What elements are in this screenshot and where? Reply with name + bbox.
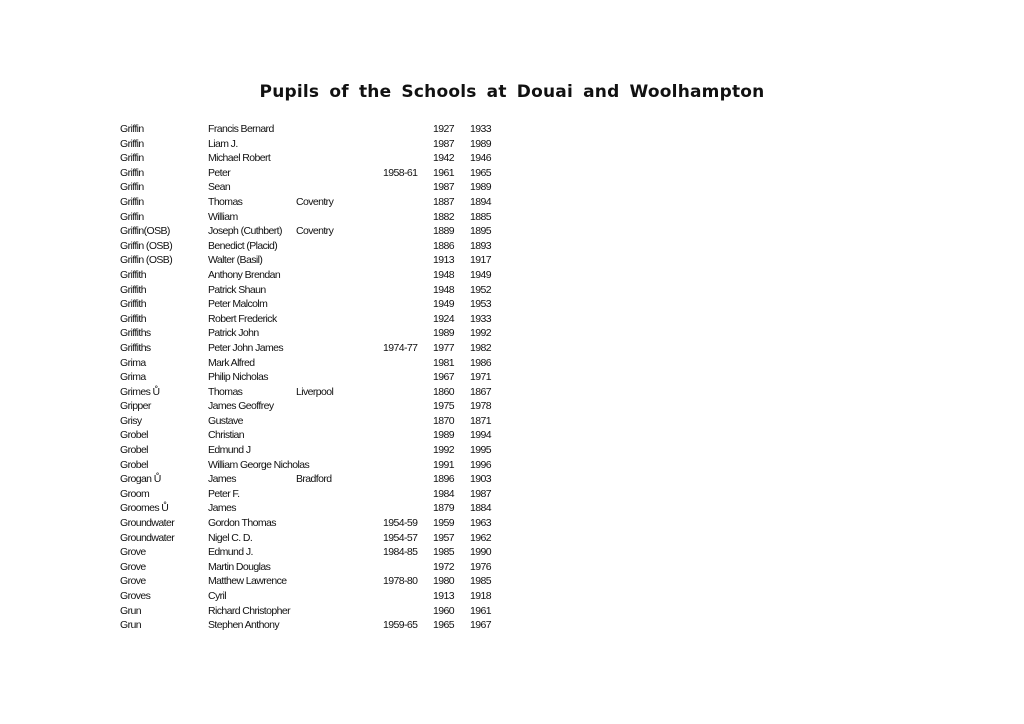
pupil-row [0,428,1024,443]
pupil-entry-year: 1991 [433,458,454,471]
pupil-hometown: Coventry [296,195,334,208]
pupil-row [0,239,1024,254]
pupil-row [0,224,1024,239]
pupil-entry-year: 1924 [433,312,454,325]
pupil-entry-year: 1957 [433,531,454,544]
pupil-leaving-year: 1867 [470,385,491,398]
pupil-entry-year: 1981 [433,356,454,369]
pupil-row [0,166,1024,181]
pupil-entry-year: 1965 [433,619,454,632]
pupil-forenames: Cyril [208,590,226,602]
pupil-leaving-year: 1986 [470,356,491,369]
pupil-entry-year: 1870 [433,414,454,427]
pupil-forenames: Mark Alfred [208,356,255,369]
pupil-entry-year: 1879 [433,502,454,515]
pupil-entry-year: 1992 [433,444,454,457]
pupil-row [0,458,1024,473]
pupil-entry-year: 1984 [433,487,454,500]
pupil-forenames: James [208,502,236,515]
pupil-row [0,618,1024,633]
pupil-surname: Grobel [120,429,148,442]
pupil-forenames: Edmund J [208,444,251,457]
pupil-forenames: Gustave [208,414,243,427]
pupil-hometown: Coventry [296,225,334,238]
pupil-surname: Grobel [120,444,148,457]
pupil-entry-year: 1989 [433,327,454,340]
pupil-row [0,574,1024,589]
pupil-forenames: Martin Douglas [208,560,271,573]
pupil-entry-year: 1961 [433,166,454,179]
pupil-surname: Grima [120,371,146,384]
pupil-leaving-year: 1933 [470,312,491,325]
pupil-leaving-year: 1994 [470,429,491,442]
pupil-entry-year: 1980 [433,575,454,588]
pupil-row [0,516,1024,531]
pupil-leaving-year: 1989 [470,181,491,194]
pupil-surname: Griffith [120,312,146,325]
pupil-leaving-year: 1992 [470,327,491,340]
pupil-surname: Groomes Ů [120,502,169,515]
pupil-leaving-year: 1989 [470,137,491,150]
pupil-surname: Griffith [120,298,146,311]
pupil-forenames: Joseph (Cuthbert) [208,225,282,238]
pupil-row [0,487,1024,502]
pupil-leaving-year: 1967 [470,619,491,632]
pupil-leaving-year: 1985 [470,575,491,588]
pupil-entry-year: 1948 [433,268,454,281]
pupil-leaving-year: 1995 [470,444,491,457]
pupil-entry-year: 1977 [433,341,454,354]
pupil-surname: Griffin [120,152,144,165]
pupil-row [0,253,1024,268]
pupil-surname: Griffith [120,283,146,296]
pupil-forenames: Anthony Brendan [208,268,281,281]
pupil-prep-years: 1958-61 [383,166,418,179]
pupil-row [0,283,1024,298]
pupil-forenames: Peter [208,166,231,179]
pupil-forenames: Sean [208,181,231,194]
pupil-leaving-year: 1903 [470,473,491,486]
pupil-forenames: Richard Christopher [208,604,290,617]
pupil-surname: Griffin [120,181,144,194]
pupil-entry-year: 1989 [433,429,454,442]
pupil-register [0,122,1024,633]
pupil-entry-year: 1972 [433,560,454,573]
pupil-leaving-year: 1976 [470,560,491,573]
pupil-surname: Grisy [120,414,142,427]
pupil-surname: Groves [120,590,151,602]
pupil-entry-year: 1967 [433,371,454,384]
pupil-forenames: Philip Nicholas [208,371,268,384]
pupil-leaving-year: 1884 [470,502,491,515]
pupil-forenames: Patrick John [208,327,259,340]
pupil-row [0,560,1024,575]
pupil-entry-year: 1882 [433,210,454,223]
pupil-forenames: Gordon Thomas [208,517,276,530]
pupil-forenames: Walter (Basil) [208,254,263,267]
pupil-prep-years: 1974-77 [383,341,418,354]
pupil-surname: Grun [120,619,141,632]
pupil-leaving-year: 1987 [470,487,491,500]
pupil-surname: Grove [120,575,146,588]
pupil-surname: Griffin (OSB) [120,254,173,267]
pupil-forenames: Nigel C. D. [208,531,253,544]
pupil-entry-year: 1896 [433,473,454,486]
pupil-forenames: Robert Frederick [208,312,277,325]
pupil-entry-year: 1987 [433,137,454,150]
pupil-surname: Griffin [120,210,144,223]
pupil-leaving-year: 1965 [470,166,491,179]
pupil-forenames: Thomas [208,195,243,208]
pupil-surname: Griffin [120,123,144,135]
pupil-surname: Grima [120,356,146,369]
pupil-row [0,531,1024,546]
pupil-entry-year: 1959 [433,517,454,530]
pupil-hometown: Bradford [296,473,332,486]
pupil-forenames: James Geoffrey [208,400,274,413]
pupil-row [0,312,1024,327]
pupil-row [0,180,1024,195]
pupil-row [0,297,1024,312]
pupil-row [0,604,1024,619]
pupil-forenames: Peter Malcolm [208,298,268,311]
pupil-leaving-year: 1895 [470,225,491,238]
pupil-surname: Griffin [120,166,144,179]
pupil-surname: Griffiths [120,327,151,340]
pupil-row [0,341,1024,356]
pupil-surname: Griffith [120,268,146,281]
pupil-forenames: Liam J. [208,137,238,150]
pupil-leaving-year: 1953 [470,298,491,311]
pupil-leaving-year: 1978 [470,400,491,413]
pupil-forenames: William George Nicholas [208,458,310,471]
pupil-row [0,385,1024,400]
pupil-prep-years: 1984-85 [383,546,418,559]
pupil-prep-years: 1954-57 [383,531,418,544]
pupil-leaving-year: 1918 [470,590,491,602]
pupil-forenames: Christian [208,429,245,442]
pupil-row [0,545,1024,560]
pupil-row [0,122,1024,137]
pupil-leaving-year: 1893 [470,239,491,252]
pupil-row [0,195,1024,210]
pupil-row [0,326,1024,341]
pupil-surname: Grove [120,546,146,559]
pupil-leaving-year: 1996 [470,458,491,471]
pupil-forenames: Stephen Anthony [208,619,279,632]
pupil-prep-years: 1954-59 [383,517,418,530]
pupil-entry-year: 1987 [433,181,454,194]
pupil-forenames: Patrick Shaun [208,283,266,296]
pupil-surname: Groundwater [120,531,175,544]
pupil-row [0,399,1024,414]
pupil-row [0,356,1024,371]
pupil-leaving-year: 1933 [470,123,491,135]
pupil-surname: Grun [120,604,141,617]
pupil-forenames: Francis Bernard [208,123,274,135]
pupil-forenames: Edmund J. [208,546,253,559]
pupil-row [0,443,1024,458]
pupil-entry-year: 1927 [433,123,454,135]
pupil-leaving-year: 1946 [470,152,491,165]
pupil-row [0,210,1024,225]
pupil-row [0,501,1024,516]
pupil-hometown: Liverpool [296,385,334,398]
pupil-row [0,370,1024,385]
pupil-entry-year: 1949 [433,298,454,311]
pupil-entry-year: 1913 [433,590,454,602]
pupil-entry-year: 1975 [433,400,454,413]
pupil-surname: Griffin [120,137,144,150]
pupil-leaving-year: 1949 [470,268,491,281]
pupil-forenames: Michael Robert [208,152,271,165]
pupil-surname: Gripper [120,400,151,413]
pupil-leaving-year: 1963 [470,517,491,530]
pupil-row [0,151,1024,166]
pupil-surname: Griffin(OSB) [120,225,170,238]
pupil-entry-year: 1886 [433,239,454,252]
pupil-prep-years: 1978-80 [383,575,418,588]
pupil-leaving-year: 1971 [470,371,491,384]
pupil-entry-year: 1887 [433,195,454,208]
pupil-leaving-year: 1952 [470,283,491,296]
pupil-leaving-year: 1961 [470,604,491,617]
pupil-forenames: Peter F. [208,487,240,500]
pupil-leaving-year: 1982 [470,341,491,354]
pupil-forenames: Matthew Lawrence [208,575,287,588]
pupil-forenames: James [208,473,236,486]
pupil-surname: Grimes Ů [120,385,160,398]
pupil-entry-year: 1913 [433,254,454,267]
pupil-leaving-year: 1871 [470,414,491,427]
pupil-forenames: William [208,210,238,223]
pupil-surname: Griffin (OSB) [120,239,173,252]
pupil-surname: Grove [120,560,146,573]
pupil-entry-year: 1860 [433,385,454,398]
pupil-leaving-year: 1885 [470,210,491,223]
pupil-row [0,414,1024,429]
pupil-prep-years: 1959-65 [383,619,418,632]
pupil-forenames: Peter John James [208,341,284,354]
pupil-surname: Grogan Ů [120,473,161,486]
page-title: Pupils of the Schools at Douai and Woolhampton [259,82,765,102]
pupil-surname: Griffin [120,195,144,208]
pupil-row [0,472,1024,487]
pupil-entry-year: 1948 [433,283,454,296]
pupil-leaving-year: 1894 [470,195,491,208]
pupil-row [0,137,1024,152]
pupil-entry-year: 1889 [433,225,454,238]
pupil-leaving-year: 1962 [470,531,491,544]
pupil-leaving-year: 1990 [470,546,491,559]
pupil-entry-year: 1960 [433,604,454,617]
pupil-forenames: Thomas [208,385,243,398]
pupil-surname: Grobel [120,458,148,471]
pupil-forenames: Benedict (Placid) [208,239,278,252]
pupil-surname: Groundwater [120,517,175,530]
pupil-leaving-year: 1917 [470,254,491,267]
pupil-entry-year: 1985 [433,546,454,559]
pupil-surname: Groom [120,487,150,500]
pupil-entry-year: 1942 [433,152,454,165]
pupil-surname: Griffiths [120,341,151,354]
pupil-row [0,589,1024,604]
pupil-row [0,268,1024,283]
